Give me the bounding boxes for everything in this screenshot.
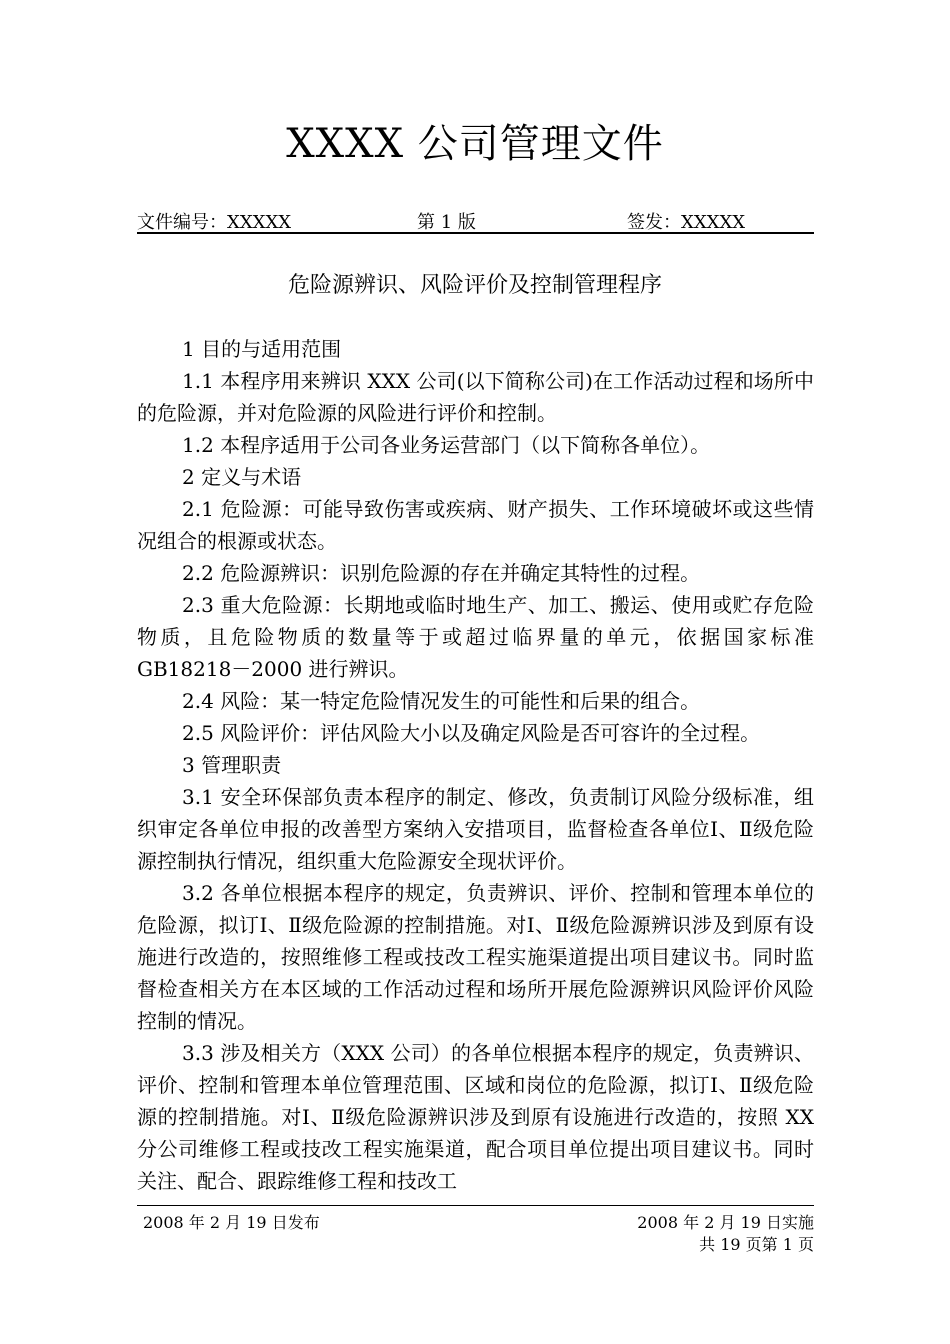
paragraph: 1.1 本程序用来辨识 XXX 公司(以下简称公司)在工作活动过程和场所中的危险源，并对危险源的风险进行评价和控制。 — [137, 369, 814, 425]
document-title: XXXX 公司管理文件 — [286, 121, 664, 167]
procedure-heading: 危险源辨识、风险评价及控制管理程序 — [287, 273, 662, 298]
paragraph: 3.1 安全环保部负责本程序的制定、修改，负责制订风险分级标准，组织审定各单位申报的改善型方案纳入安措项目，监督检查各单位Ⅰ、Ⅱ级危险源控制执行情况，组织重大危险源安全现状评价。 — [137, 785, 814, 873]
paragraph: 2.2 危险源辨识：识别危险源的存在并确定其特性的过程。 — [182, 561, 701, 585]
paragraph: 2.5 风险评价：评估风险大小以及确定风险是否可容许的全过程。 — [182, 721, 761, 745]
page-footer — [137, 1205, 814, 1254]
paragraph: 2.3 重大危险源：长期地或临时地生产、加工、搬运、使用或贮存危险物质，且危险物质的数量等于或超过临界量的单元，依据国家标准 GB18218－2000 进行辨识。 — [137, 593, 814, 681]
document-meta-line — [137, 206, 814, 234]
publish-date: 2008 年 2 月 19 日发布 — [143, 1213, 320, 1232]
version: 第 1 版 — [417, 212, 476, 233]
paragraph: 2.4 风险：某一特定危险情况发生的可能性和后果的组合。 — [182, 689, 701, 713]
section-heading: 1 目的与适用范围 — [182, 337, 342, 361]
issuer: 签发：XXXXX — [627, 212, 746, 233]
paragraph: 1.2 本程序适用于公司各业务运营部门（以下简称各单位）。 — [182, 433, 711, 457]
section-heading: 2 定义与术语 — [182, 465, 302, 489]
paragraph: 2.1 危险源：可能导致伤害或疾病、财产损失、工作环境破坏或这些情况组合的根源或状态。 — [137, 497, 814, 553]
page-number: 共 19 页第 1 页 — [699, 1235, 814, 1254]
effective-date: 2008 年 2 月 19 日实施 — [637, 1213, 814, 1232]
file-number: 文件编号：XXXXX — [137, 212, 292, 233]
section-heading: 3 管理职责 — [182, 753, 282, 777]
paragraph: 3.3 涉及相关方（XXX 公司）的各单位根据本程序的规定，负责辨识、评价、控制和管理本单位管理范围、区域和岗位的危险源，拟订Ⅰ、Ⅱ级危险源的控制措施。对Ⅰ、Ⅱ级危险源辨识涉及到原有设施进行改造的，按照 XX 分公司维修工程或技改工程实施渠道，配合项目单位提出项目建议书。同时关注、配合、跟踪维修工程和技改工 — [137, 1041, 814, 1193]
document-body — [137, 333, 814, 1197]
paragraph: 3.2 各单位根据本程序的规定，负责辨识、评价、控制和管理本单位的危险源，拟订Ⅰ、Ⅱ级危险源的控制措施。对Ⅰ、Ⅱ级危险源辨识涉及到原有设施进行改造的，按照维修工程或技改工程实施渠道提出项目建议书。同时监督检查相关方在本区域的工作活动过程和场所开展危险源辨识风险评价风险控制的情况。 — [137, 881, 814, 1033]
